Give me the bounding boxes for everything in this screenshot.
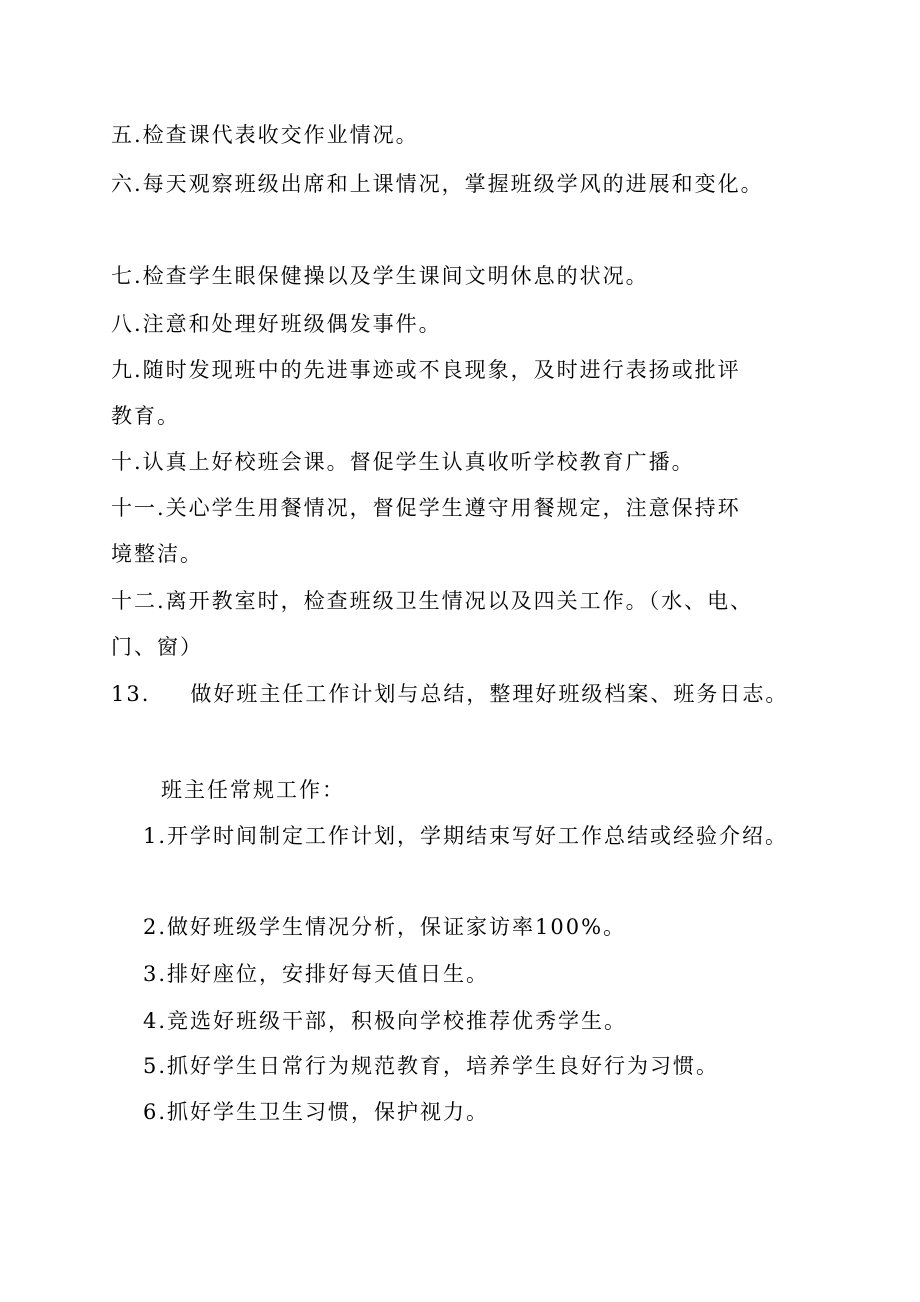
duty-item-13-number: 13. [111,682,151,706]
duty-item-6: 六.每天观察班级出席和上课情况，掌握班级学风的进展和变化。 [111,172,764,196]
routine-item-4: 4.竞选好班级干部，积极向学校推荐优秀学生。 [143,1009,628,1033]
duty-item-13 [111,680,788,708]
duty-item-5: 五.检查课代表收交作业情况。 [111,123,419,147]
duty-item-12-continued: 门、窗） [111,635,203,659]
routine-item-2: 2.做好班级学生情况分析，保证家访率100%。 [143,915,627,939]
duty-item-10: 十.认真上好校班会课。督促学生认真收听学校教育广播。 [111,450,695,474]
duty-item-9: 九.随时发现班中的先进事迹或不良现象，及时进行表扬或批评 [111,358,741,382]
routine-item-6: 6.抓好学生卫生习惯，保护视力。 [143,1100,490,1124]
routine-item-3: 3.排好座位，安排好每天值日生。 [143,962,490,986]
routine-item-5: 5.抓好学生日常行为规范教育，培养学生良好行为习惯。 [143,1054,720,1078]
duty-item-11: 十一.关心学生用餐情况，督促学生遵守用餐规定，注意保持环 [111,496,741,520]
routine-heading: 班主任常规工作： [161,778,345,802]
duty-item-7: 七.检查学生眼保健操以及学生课间文明休息的状况。 [111,264,649,288]
routine-item-1: 1.开学时间制定工作计划，学期结束写好工作总结或经验介绍。 [143,824,789,848]
duty-item-11-continued: 境整洁。 [111,542,203,566]
duty-item-13-text: 做好班主任工作计划与总结，整理好班级档案、班务日志。 [190,682,789,706]
duty-item-12: 十二.离开教室时，检查班级卫生情况以及四关工作。（水、电、 [111,589,754,613]
duty-item-8: 八.注意和处理好班级偶发事件。 [111,312,442,336]
duty-item-9-continued: 教育。 [111,404,180,428]
